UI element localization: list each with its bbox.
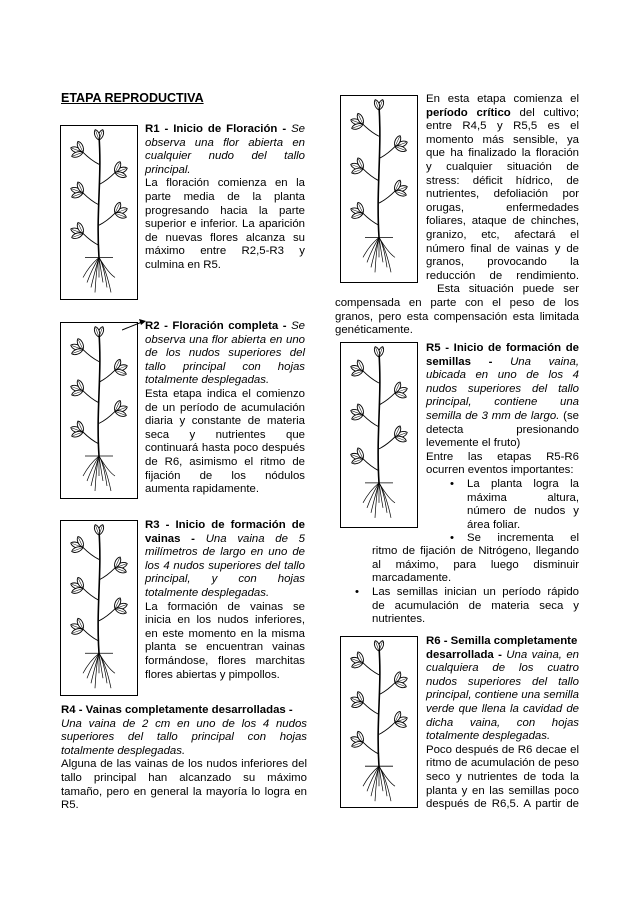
critical-text-line: stress: déficit hídrico, de [426, 174, 579, 187]
r5-bullet-line: Las semillas inician un período rápido [372, 586, 579, 598]
r5-text-line: (se [563, 409, 579, 422]
r3-text-line: La formación de vainas se [145, 600, 305, 613]
critical-period-section [426, 93, 579, 297]
r3-definition-line: milímetros de largo en uno de [145, 546, 305, 559]
r1-definition-line: cualquier nudo del tallo [145, 150, 305, 163]
r2-text-line: de R6, asimismo el ritmo de [145, 455, 305, 468]
r2-definition-line: Se [291, 320, 305, 332]
r5-bullet-line: máxima altura, [467, 491, 579, 504]
r2-heading: R2 - Floración completa - [145, 320, 287, 332]
critical-text-line: En esta etapa comienza el [426, 93, 579, 105]
r5-section [426, 342, 579, 478]
critical-text-line: granizo, etc, afectará el [426, 228, 579, 241]
r4-text-line: tamaño, pero en general la mayoría lo logra en [61, 785, 307, 798]
bullet-icon: • [450, 478, 454, 490]
r5-heading: semillas - [426, 355, 493, 368]
r6-definition-line: dicha vaina, con hojas [426, 716, 579, 729]
r1-text-line: máximo entre R2,5-R3 y [145, 245, 305, 258]
r6-definition-line: Una vaina, en [506, 648, 580, 661]
r6-text-line: Poco después de R6 decae el [426, 743, 579, 756]
r6-text-line: ritmo de acumulación de peso [426, 757, 579, 770]
critical-text-line: nutrientes, defoliación por [426, 188, 579, 201]
r5-text-line: ocurren eventos importantes: [426, 464, 574, 477]
r5-bullet-line: área foliar. [467, 518, 521, 531]
critical-text-line: granos, pero esta compensación esta limitada [335, 310, 579, 323]
critical-text-line: granos, provocando la [426, 256, 579, 269]
r1-section [145, 123, 305, 273]
r5-heading: R5 - Inicio de formación de [426, 342, 579, 354]
r4-heading: R4 - Vainas completamente desarrolladas - [61, 704, 293, 716]
r4-text-line: R5. [61, 799, 79, 812]
r1-text-line: La floración comienza en la [145, 177, 305, 190]
plant-illustration-r3 [60, 520, 138, 696]
r6-definition-line: principal, contiene una semilla [426, 689, 579, 702]
pointer-arrow-icon [122, 318, 146, 332]
r3-text-line: inicia en los nudos inferiores, [145, 614, 305, 627]
bullet-icon: • [450, 532, 454, 544]
plant-illustration-r5 [340, 342, 418, 528]
r2-definition-line: tallo principal con hojas [145, 360, 305, 373]
r3-text-line: flores abiertas y pimpollos. [145, 668, 280, 681]
r6-heading: R6 - Semilla completamente [426, 635, 578, 647]
r1-definition-line: observa una flor abierta en [145, 136, 305, 149]
r4-section [61, 704, 307, 813]
r6-text-line: seco y nutrientes de toda la [426, 770, 579, 783]
critical-text-line: compensada en parte con el peso de los [335, 297, 579, 309]
r6-definition-line: nudos superiores del tallo [426, 675, 579, 688]
r6-heading: desarrollada - [426, 648, 502, 661]
r2-definition-line: de los nudos superiores del [145, 347, 305, 360]
r5-bullet-item [450, 532, 579, 546]
r5-bullet-continuation [372, 545, 579, 586]
r5-definition-line: ubicada en uno de los 4 [426, 369, 579, 382]
r6-text-line: planta y en las semillas poco [426, 784, 579, 797]
r2-text-line: Esta etapa indica el comienzo [145, 387, 305, 400]
r4-definition-line: Una vaina de 2 cm en uno de los 4 nudos [61, 717, 307, 730]
critical-text-line: que ha finalizado la floración [426, 147, 579, 160]
r5-bullet-line: marcadamente. [372, 572, 452, 585]
r3-definition-line: Una vaina de 5 [205, 532, 305, 545]
r3-heading: R3 - Inicio de formación de [145, 519, 305, 531]
r5-text-line: detecta presionando [426, 423, 579, 436]
r2-definition-line: observa una flor abierta en uno [145, 333, 305, 346]
r4-definition-line: totalmente desplegadas. [61, 744, 186, 757]
r1-heading: R1 - Inicio de Floración - [145, 123, 287, 135]
r2-text-line: seca y nutrientes que [145, 428, 305, 441]
r3-section [145, 519, 305, 682]
r5-bullet-item [355, 586, 579, 627]
r1-text-line: parte media de la planta [145, 190, 305, 203]
critical-text-line: foliares, ataque de chinches, [426, 215, 579, 228]
critical-text-line: momento más sensible, ya [426, 133, 579, 146]
r2-text-line: diaria y constante de materia [145, 415, 305, 428]
r2-text-line: fijación de los nódulos [145, 469, 305, 482]
r1-text-line: superior e inferior. La aparición [145, 218, 305, 231]
r5-definition-line: Una vaina, [510, 355, 579, 368]
r6-section [426, 635, 579, 812]
r5-bullet-line: La planta logra la [467, 478, 579, 490]
plant-illustration-r2 [60, 322, 138, 499]
r6-definition-line: totalmente desplegadas. [426, 730, 551, 743]
r6-definition-line: cualquiera de los cuatro [426, 662, 579, 675]
page-title: ETAPA REPRODUCTIVA [61, 91, 204, 105]
r5-bullet-line: de acumulación de materia seca y [372, 599, 579, 612]
r4-definition-line: superiores del tallo principal con hojas [61, 731, 307, 744]
r1-definition-line: principal. [145, 163, 191, 176]
r1-definition-line: Se [291, 123, 305, 135]
r3-definition-line: principal, y con hojas [145, 573, 305, 586]
bullet-icon: • [355, 586, 359, 598]
r1-text-line: culmina en R5. [145, 258, 221, 271]
critical-text-line: genéticamente. [335, 324, 413, 337]
r5-bullet-line: número de nudos y [467, 505, 579, 518]
critical-text-line: Esta situación puede ser [437, 283, 579, 296]
r5-bullet-line: Se incrementa el [467, 532, 579, 544]
critical-key-phrase: período crítico [426, 106, 511, 119]
r5-bullet-line: al máximo, para luego disminuir [372, 558, 579, 571]
r2-text-line: aumenta rapidamente. [145, 483, 259, 496]
r4-text-line: tallo principal han alcanzado su máximo [61, 771, 307, 784]
r3-heading: vainas - [145, 532, 195, 545]
plant-illustration-r1 [60, 125, 138, 300]
r5-bullet-line: nutrientes. [372, 613, 426, 626]
r5-definition-line: semilla de 3 mm de largo. [426, 409, 560, 422]
r2-section [145, 320, 305, 497]
critical-text-line: y cualquier situación de [426, 160, 579, 173]
r3-definition-line: los 4 nudos superiores del tallo [145, 559, 305, 572]
r3-text-line: en este momento en la misma [145, 627, 305, 640]
critical-text-line: período crítico del cultivo; [426, 106, 579, 119]
r1-text-line: progresando hacia la parte [145, 204, 305, 217]
r1-text-line: de nuevas flores alcanza su [145, 231, 305, 244]
r5-bullet-item [450, 478, 579, 532]
r3-definition-line: totalmente desplegadas. [145, 586, 270, 599]
r6-text-line: después de R6,5. A partir de [426, 798, 579, 811]
r2-definition-line: totalmente desplegadas. [145, 374, 270, 387]
critical-text-line: orugas, enfermedades [426, 201, 579, 214]
plant-illustration-r4 [340, 95, 418, 283]
r3-text-line: formándose, flores marchitas [145, 654, 305, 667]
r5-definition-line: principal, contiene una [426, 396, 579, 409]
r5-definition-line: nudos superiores del tallo [426, 382, 579, 395]
r5-text-line: Entre las etapas R5-R6 [426, 450, 579, 463]
r6-definition-line: verde que llena la cavidad de [426, 702, 579, 715]
critical-period-continuation [335, 297, 579, 338]
r2-text-line: continuará hasta poco después [145, 442, 305, 455]
r2-text-line: de un período de acumulación [145, 401, 305, 414]
critical-text-line: entre R4,5 y R5,5 es el [426, 120, 579, 133]
critical-text-line: número final de vainas y de [426, 242, 579, 255]
critical-text-line: reducción de rendimiento. [426, 269, 579, 282]
r5-bullet-line: ritmo de fijación de Nitrógeno, llegando [372, 545, 579, 557]
r4-text-line: Alguna de las vainas de los nudos inferiores del [61, 758, 307, 771]
plant-illustration-r6 [340, 636, 418, 808]
r5-text-line: levemente el fruto) [426, 437, 521, 450]
r3-text-line: planta se encuentran vainas [145, 641, 305, 654]
